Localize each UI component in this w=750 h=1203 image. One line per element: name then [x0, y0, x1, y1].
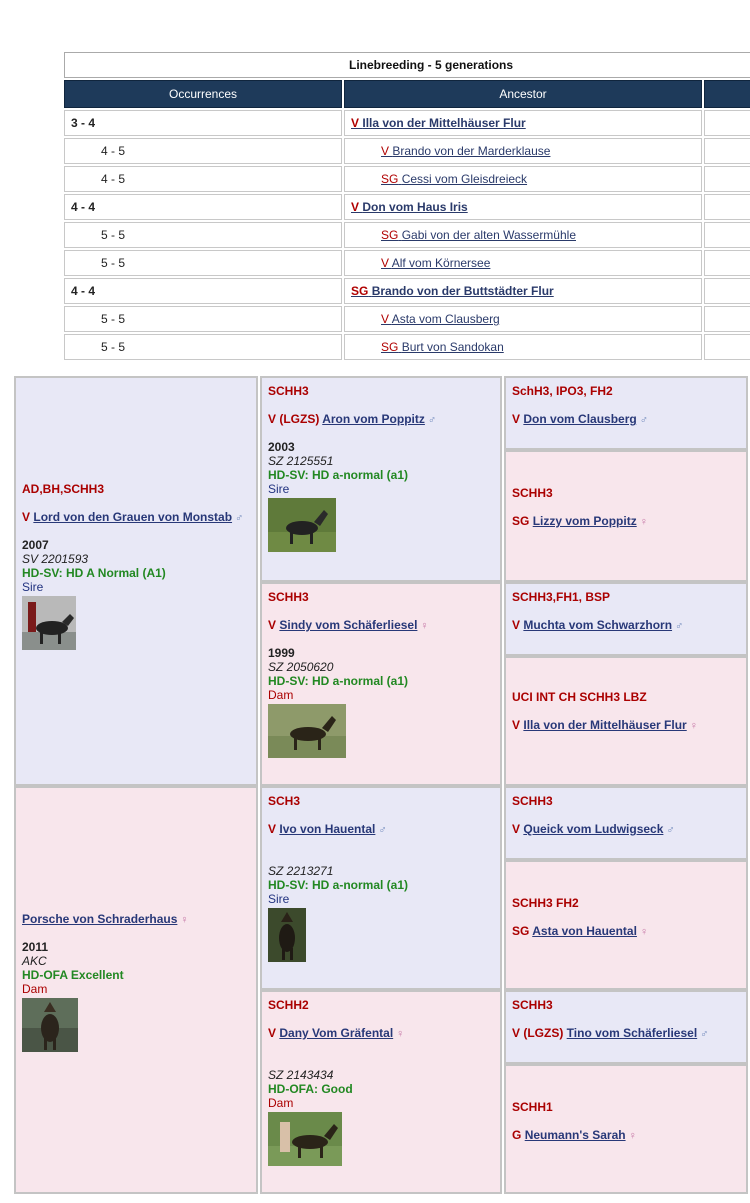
- table-row: [64, 222, 750, 248]
- occurrence: 4 - 4: [64, 194, 342, 220]
- pedigree-sire-cell: [14, 376, 258, 786]
- occurrence: 4 - 4: [64, 278, 342, 304]
- ancestor-link[interactable]: SG Brando von der Buttstädter Flur: [351, 284, 554, 298]
- dog-name-line: [512, 1026, 740, 1040]
- pedigree-gen3-cell: [504, 786, 748, 860]
- pedigree-dam-cell: [14, 786, 258, 1194]
- male-icon: ♂: [378, 824, 387, 836]
- dog-link[interactable]: Porsche von Schraderhaus: [22, 912, 178, 926]
- linebreeding-panel: [62, 50, 750, 362]
- birth-year: [268, 1054, 494, 1068]
- dog-photo[interactable]: [268, 704, 346, 758]
- dog-link[interactable]: V Ivo von Hauental: [268, 822, 376, 836]
- extra-cell: [704, 334, 750, 360]
- birth-year: 1999: [268, 646, 295, 660]
- extra-cell: [704, 222, 750, 248]
- role-label: Sire: [268, 482, 290, 496]
- dog-link[interactable]: V Muchta vom Schwarzhorn: [512, 618, 673, 632]
- birth-year: [268, 850, 494, 864]
- role-label: Dam: [268, 688, 294, 702]
- birth-year: 2011: [22, 940, 49, 954]
- female-icon: ♀: [689, 720, 698, 732]
- dog-name-line: [512, 1128, 740, 1142]
- registration-number: SZ 2213271: [268, 864, 334, 878]
- role-label: Dam: [22, 982, 48, 996]
- dog-titles: SCHH3: [268, 590, 309, 604]
- occurrence: 5 - 5: [64, 250, 342, 276]
- dog-photo[interactable]: [22, 596, 76, 650]
- dog-link[interactable]: V Queick vom Ludwigseck: [512, 822, 664, 836]
- dog-titles: UCI INT CH SCHH3 LBZ: [512, 690, 647, 704]
- dog-titles: SCHH3: [512, 998, 553, 1012]
- extra-cell: [704, 166, 750, 192]
- pedigree-gen3-cell: [504, 656, 748, 786]
- male-icon: ♂: [675, 620, 684, 632]
- dog-link[interactable]: V (LGZS) Aron vom Poppitz: [268, 412, 425, 426]
- female-icon: ♀: [180, 914, 189, 926]
- pedigree-grid: [14, 376, 750, 1194]
- dog-name-line: [268, 618, 494, 632]
- occurrence: 4 - 5: [64, 138, 342, 164]
- ancestor-link[interactable]: V Asta vom Clausberg: [381, 312, 500, 326]
- dog-name-line: [512, 618, 740, 632]
- male-icon: ♂: [235, 512, 244, 524]
- ancestor-link[interactable]: V Don vom Haus Iris: [351, 200, 468, 214]
- health-rating: HD-SV: HD a-normal (a1): [268, 878, 409, 892]
- dog-name-line: [268, 822, 494, 836]
- dog-titles: SCHH3: [512, 794, 553, 808]
- registration-number: SZ 2050620: [268, 660, 334, 674]
- dog-name-line: [512, 822, 740, 836]
- table-row: [64, 166, 750, 192]
- ancestor-cell: [344, 334, 702, 360]
- extra-cell: [704, 306, 750, 332]
- dog-titles: SchH3, IPO3, FH2: [512, 384, 613, 398]
- pedigree-gen3-cell: [504, 450, 748, 582]
- dog-name-line: [512, 412, 740, 426]
- dog-name-line: [22, 912, 250, 926]
- pedigree-gen3-cell: [504, 990, 748, 1064]
- dog-titles: SCHH3,FH1, BSP: [512, 590, 611, 604]
- dog-link[interactable]: V Sindy vom Schäferliesel: [268, 618, 418, 632]
- registration-number: SZ 2125551: [268, 454, 334, 468]
- ancestor-link[interactable]: V Brando von der Marderklause: [381, 144, 551, 158]
- dog-link[interactable]: V Illa von der Mittelhäuser Flur: [512, 718, 687, 732]
- dog-photo[interactable]: [268, 1112, 342, 1166]
- ancestor-cell: [344, 222, 702, 248]
- pedigree-gen3-cell: [504, 1064, 748, 1194]
- health-rating: HD-OFA: Good: [268, 1082, 353, 1096]
- female-icon: ♀: [639, 926, 649, 938]
- dog-link[interactable]: SG Lizzy vom Poppitz: [512, 514, 637, 528]
- dog-photo[interactable]: [22, 998, 78, 1052]
- dog-link[interactable]: G Neumann's Sarah: [512, 1128, 626, 1142]
- table-row: [64, 138, 750, 164]
- table-row: [64, 278, 750, 304]
- pedigree-gen2-cell: [260, 990, 502, 1194]
- occurrence: 5 - 5: [64, 306, 342, 332]
- dog-name-line: [512, 718, 740, 732]
- pedigree-gen3-cell: [504, 582, 748, 656]
- birth-year: 2007: [22, 538, 49, 552]
- ancestor-cell: [344, 250, 702, 276]
- ancestor-link[interactable]: SG Cessi vom Gleisdreieck: [381, 172, 528, 186]
- dog-titles: AD,BH,SCHH3: [22, 482, 105, 496]
- pedigree-gen2-cell: [260, 582, 502, 786]
- dog-titles: SCH3: [268, 794, 301, 808]
- ancestor-link[interactable]: V Illa von der Mittelhäuser Flur: [351, 116, 526, 130]
- dog-link[interactable]: V Lord von den Grauen von Monstab: [22, 510, 233, 524]
- female-icon: ♀: [396, 1028, 405, 1040]
- table-row: [64, 334, 750, 360]
- occurrences-header: Occurrences: [64, 80, 342, 108]
- dog-photo[interactable]: [268, 498, 336, 552]
- linebreeding-title: Linebreeding - 5 generations: [64, 52, 750, 78]
- extra-cell: [704, 110, 750, 136]
- extra-cell: [704, 194, 750, 220]
- dog-name-line: [22, 510, 250, 524]
- ancestor-cell: [344, 138, 702, 164]
- ancestor-link[interactable]: SG Gabi von der alten Wassermühle: [381, 228, 576, 242]
- dog-link[interactable]: V Dany Vom Gräfental: [268, 1026, 394, 1040]
- pedigree-gen2-cell: [260, 786, 502, 990]
- dog-titles: SCHH3 FH2: [512, 896, 579, 910]
- pedigree-gen3-cell: [504, 860, 748, 990]
- dog-link[interactable]: V Don vom Clausberg: [512, 412, 637, 426]
- role-label: Dam: [268, 1096, 294, 1110]
- birth-year: 2003: [268, 440, 295, 454]
- dog-titles: SCHH1: [512, 1100, 553, 1114]
- pedigree-gen3-cell: [504, 376, 748, 450]
- table-row: [64, 306, 750, 332]
- registration-number: SV 2201593: [22, 552, 89, 566]
- female-icon: ♀: [628, 1130, 637, 1142]
- role-label: Sire: [22, 580, 44, 594]
- extra-cell: [704, 138, 750, 164]
- dog-link[interactable]: V (LGZS) Tino vom Schäferliesel: [512, 1026, 698, 1040]
- registration-number: SZ 2143434: [268, 1068, 334, 1082]
- ancestor-cell: [344, 166, 702, 192]
- extra-cell: [704, 278, 750, 304]
- linebreeding-table: [62, 50, 750, 362]
- dog-name-line: [512, 514, 740, 528]
- dog-name-line: [268, 1026, 494, 1040]
- header-blank: [704, 80, 750, 108]
- female-icon: ♀: [420, 620, 429, 632]
- ancestor-cell: [344, 278, 702, 304]
- occurrence: 4 - 5: [64, 166, 342, 192]
- dog-titles: SCHH3: [268, 384, 309, 398]
- health-rating: HD-SV: HD a-normal (a1): [268, 468, 409, 482]
- table-row: [64, 194, 750, 220]
- table-row: [64, 250, 750, 276]
- health-rating: HD-SV: HD a-normal (a1): [268, 674, 409, 688]
- male-icon: ♂: [427, 414, 437, 426]
- health-rating: HD-OFA Excellent: [22, 968, 124, 982]
- table-row: [64, 110, 750, 136]
- male-icon: ♂: [666, 824, 675, 836]
- occurrence: 5 - 5: [64, 334, 342, 360]
- male-icon: ♂: [700, 1028, 709, 1040]
- role-label: Sire: [268, 892, 290, 906]
- male-icon: ♂: [639, 414, 648, 426]
- female-icon: ♀: [639, 516, 648, 528]
- dog-name-line: [268, 412, 494, 426]
- extra-cell: [704, 250, 750, 276]
- dog-titles: SCHH3: [512, 486, 553, 500]
- occurrence: 3 - 4: [64, 110, 342, 136]
- dog-link[interactable]: SG Asta von Hauental: [512, 924, 637, 938]
- ancestor-header: Ancestor: [344, 80, 702, 108]
- registration-number: AKC: [22, 954, 47, 968]
- ancestor-link[interactable]: V Alf vom Körnersee: [381, 256, 491, 270]
- occurrence: 5 - 5: [64, 222, 342, 248]
- dog-name-line: [512, 924, 740, 938]
- ancestor-cell: [344, 110, 702, 136]
- dog-titles: SCHH2: [268, 998, 309, 1012]
- ancestor-cell: [344, 194, 702, 220]
- ancestor-cell: [344, 306, 702, 332]
- ancestor-link[interactable]: SG Burt von Sandokan: [381, 340, 504, 354]
- pedigree-gen2-cell: [260, 376, 502, 582]
- dog-photo[interactable]: [268, 908, 306, 962]
- health-rating: HD-SV: HD A Normal (A1): [22, 566, 166, 580]
